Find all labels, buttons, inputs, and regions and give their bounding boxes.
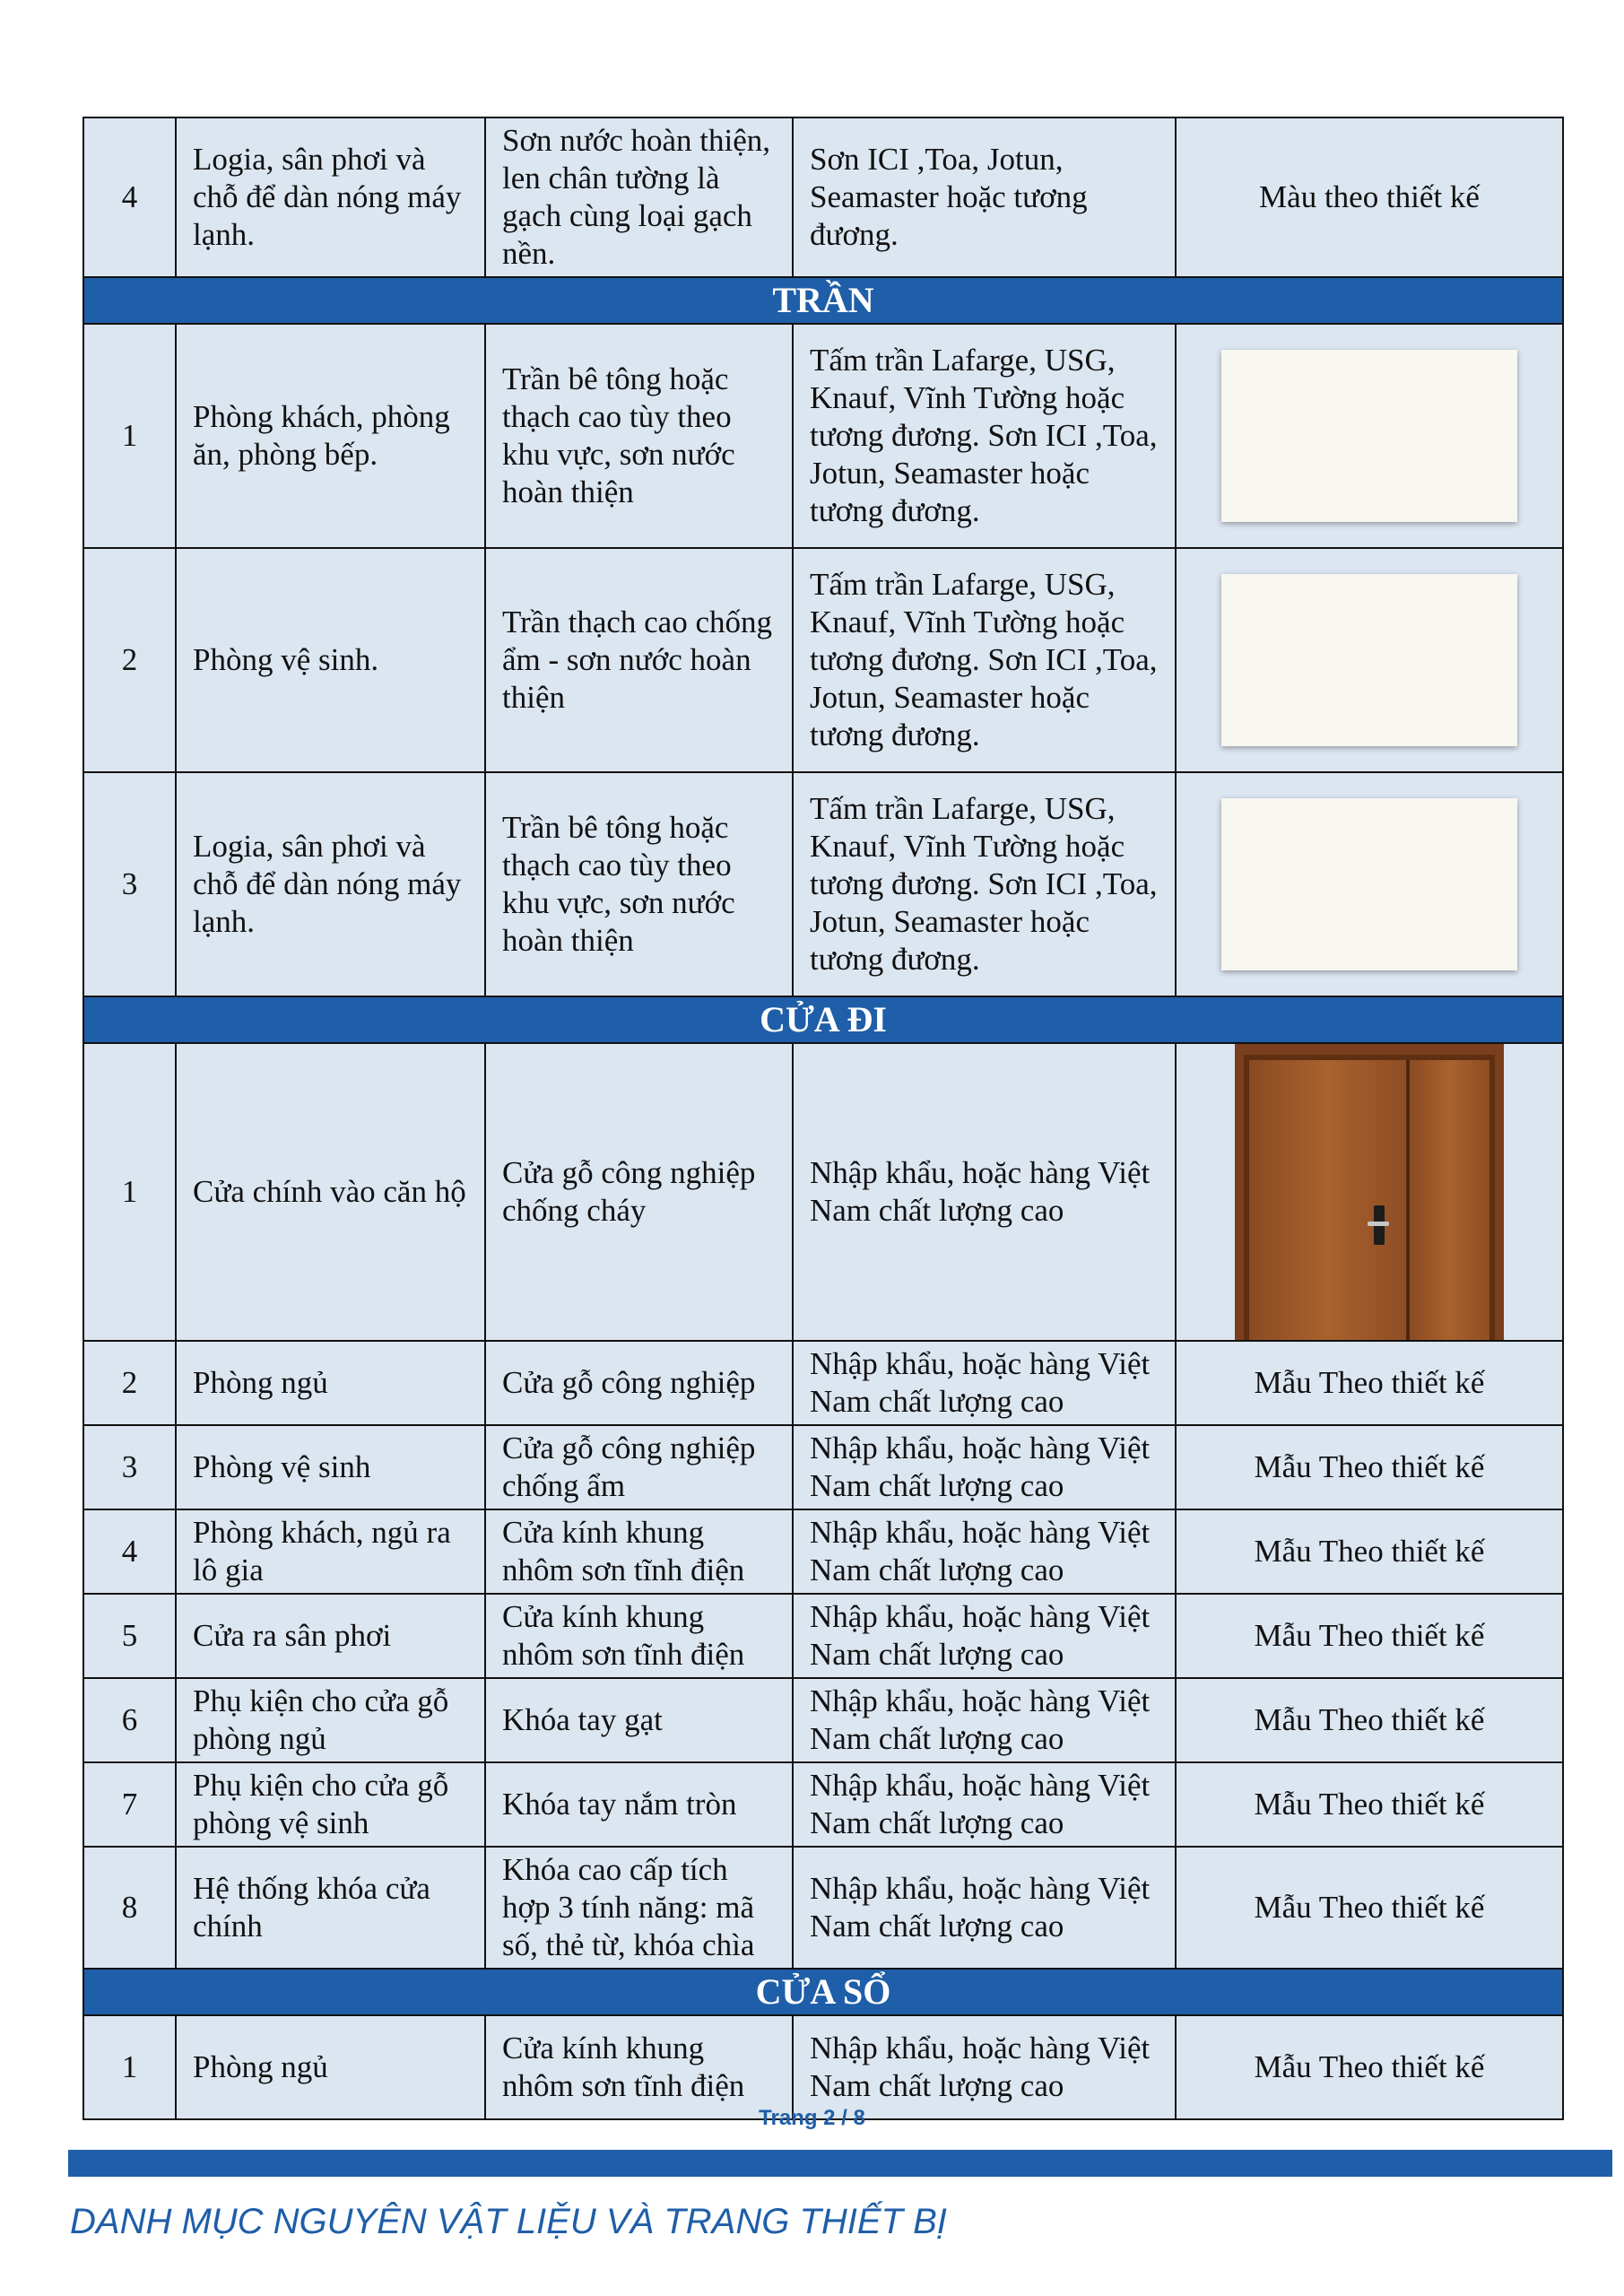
table-row: [83, 1341, 1563, 1425]
row-number: 7: [83, 1762, 176, 1847]
row-number: 1: [83, 1043, 176, 1341]
row-location: Phụ kiện cho cửa gỗ phòng ngủ: [176, 1678, 485, 1762]
row-brand: Nhập khẩu, hoặc hàng Việt Nam chất lượng cao: [793, 1043, 1176, 1341]
row-finish: Cửa gỗ công nghiệp chống ẩm: [485, 1425, 793, 1509]
row-note: Mẫu Theo thiết kế: [1176, 1509, 1563, 1594]
row-number: 1: [83, 2015, 176, 2119]
row-note: Mẫu Theo thiết kế: [1176, 1425, 1563, 1509]
ceiling-swatch-cell: [1176, 548, 1563, 772]
row-location: Hệ thống khóa cửa chính: [176, 1847, 485, 1969]
row-location: Phòng khách, phòng ăn, phòng bếp.: [176, 324, 485, 548]
table-row: [83, 324, 1563, 548]
row-note: Mẫu Theo thiết kế: [1176, 1678, 1563, 1762]
page-number: Trang 2 / 8: [759, 2106, 865, 2130]
row-finish: Sơn nước hoàn thiện, len chân tường là gạch cùng loại gạch nền.: [485, 117, 793, 277]
row-finish: Cửa kính khung nhôm sơn tĩnh điện: [485, 2015, 793, 2119]
row-location: Logia, sân phơi và chỗ để dàn nóng máy lạnh.: [176, 117, 485, 277]
row-location: Phòng vệ sinh: [176, 1425, 485, 1509]
footer-divider-bar: [68, 2150, 1612, 2177]
row-finish: Khóa tay nắm tròn: [485, 1762, 793, 1847]
row-finish: Trần bê tông hoặc thạch cao tùy theo khu vực, sơn nước hoàn thiện: [485, 324, 793, 548]
ceiling-sample-image: [1221, 574, 1517, 746]
row-brand: Tấm trần Lafarge, USG, Knauf, Vĩnh Tường hoặc tương đương. Sơn ICI ,Toa, Jotun, Seamaster hoặc tương đương.: [793, 324, 1176, 548]
row-note: Mẫu Theo thiết kế: [1176, 1762, 1563, 1847]
section-title: CỬA SỔ: [83, 1969, 1563, 2015]
table-row: [83, 1509, 1563, 1594]
row-brand: Tấm trần Lafarge, USG, Knauf, Vĩnh Tường hoặc tương đương. Sơn ICI ,Toa, Jotun, Seamaster hoặc tương đương.: [793, 548, 1176, 772]
row-brand: Nhập khẩu, hoặc hàng Việt Nam chất lượng cao: [793, 1425, 1176, 1509]
row-brand: Tấm trần Lafarge, USG, Knauf, Vĩnh Tường hoặc tương đương. Sơn ICI ,Toa, Jotun, Seamaster hoặc tương đương.: [793, 772, 1176, 996]
table-row: [83, 1425, 1563, 1509]
row-location: Phụ kiện cho cửa gỗ phòng vệ sinh: [176, 1762, 485, 1847]
row-number: 8: [83, 1847, 176, 1969]
section-title: TRẦN: [83, 277, 1563, 324]
row-number: 3: [83, 772, 176, 996]
table-row: [83, 1594, 1563, 1678]
row-note: Mẫu Theo thiết kế: [1176, 1847, 1563, 1969]
table-row: [83, 1678, 1563, 1762]
row-number: 4: [83, 117, 176, 277]
row-number: 3: [83, 1425, 176, 1509]
table-row: [83, 2015, 1563, 2119]
row-finish: Khóa tay gạt: [485, 1678, 793, 1762]
table-row: [83, 1043, 1563, 1341]
section-header-doors: [83, 996, 1563, 1043]
ceiling-swatch-cell: [1176, 772, 1563, 996]
row-finish: Trần thạch cao chống ẩm - sơn nước hoàn thiện: [485, 548, 793, 772]
ceiling-sample-image: [1221, 350, 1517, 522]
row-brand: Nhập khẩu, hoặc hàng Việt Nam chất lượng cao: [793, 2015, 1176, 2119]
row-number: 6: [83, 1678, 176, 1762]
section-header-ceiling: [83, 277, 1563, 324]
row-finish: Cửa kính khung nhôm sơn tĩnh điện: [485, 1509, 793, 1594]
row-location: Phòng ngủ: [176, 1341, 485, 1425]
door-image-cell: [1176, 1043, 1563, 1341]
row-number: 1: [83, 324, 176, 548]
row-number: 2: [83, 1341, 176, 1425]
row-finish: Cửa gỗ công nghiệp: [485, 1341, 793, 1425]
row-note: Mẫu Theo thiết kế: [1176, 1341, 1563, 1425]
table-row: [83, 1762, 1563, 1847]
row-note: Mẫu Theo thiết kế: [1176, 2015, 1563, 2119]
row-finish: Cửa kính khung nhôm sơn tĩnh điện: [485, 1594, 793, 1678]
row-brand: Nhập khẩu, hoặc hàng Việt Nam chất lượng cao: [793, 1509, 1176, 1594]
row-location: Cửa ra sân phơi: [176, 1594, 485, 1678]
row-finish: Khóa cao cấp tích hợp 3 tính năng: mã số, thẻ từ, khóa chìa: [485, 1847, 793, 1969]
row-brand: Nhập khẩu, hoặc hàng Việt Nam chất lượng cao: [793, 1847, 1176, 1969]
row-note: Màu theo thiết kế: [1176, 117, 1563, 277]
table-row: [83, 772, 1563, 996]
row-brand: Sơn ICI ,Toa, Jotun, Seamaster hoặc tương đương.: [793, 117, 1176, 277]
row-location: Logia, sân phơi và chỗ để dàn nóng máy lạnh.: [176, 772, 485, 996]
ceiling-sample-image: [1221, 798, 1517, 970]
row-brand: Nhập khẩu, hoặc hàng Việt Nam chất lượng cao: [793, 1678, 1176, 1762]
row-number: 2: [83, 548, 176, 772]
table-row: [83, 117, 1563, 277]
row-location: Phòng khách, ngủ ra lô gia: [176, 1509, 485, 1594]
row-number: 4: [83, 1509, 176, 1594]
row-location: Phòng ngủ: [176, 2015, 485, 2119]
document-title: DANH MỤC NGUYÊN VẬT LIỆU VÀ TRANG THIẾT BỊ: [70, 2202, 947, 2241]
row-brand: Nhập khẩu, hoặc hàng Việt Nam chất lượng cao: [793, 1341, 1176, 1425]
wooden-door-image: [1235, 1044, 1504, 1340]
row-note: Mẫu Theo thiết kế: [1176, 1594, 1563, 1678]
row-finish: Trần bê tông hoặc thạch cao tùy theo khu vực, sơn nước hoàn thiện: [485, 772, 793, 996]
row-number: 5: [83, 1594, 176, 1678]
row-location: Cửa chính vào căn hộ: [176, 1043, 485, 1341]
section-title: CỬA ĐI: [83, 996, 1563, 1043]
row-location: Phòng vệ sinh.: [176, 548, 485, 772]
row-brand: Nhập khẩu, hoặc hàng Việt Nam chất lượng cao: [793, 1762, 1176, 1847]
materials-table: [83, 117, 1564, 2120]
table-row: [83, 548, 1563, 772]
row-brand: Nhập khẩu, hoặc hàng Việt Nam chất lượng cao: [793, 1594, 1176, 1678]
ceiling-swatch-cell: [1176, 324, 1563, 548]
table-row: [83, 1847, 1563, 1969]
section-header-windows: [83, 1969, 1563, 2015]
row-finish: Cửa gỗ công nghiệp chống cháy: [485, 1043, 793, 1341]
